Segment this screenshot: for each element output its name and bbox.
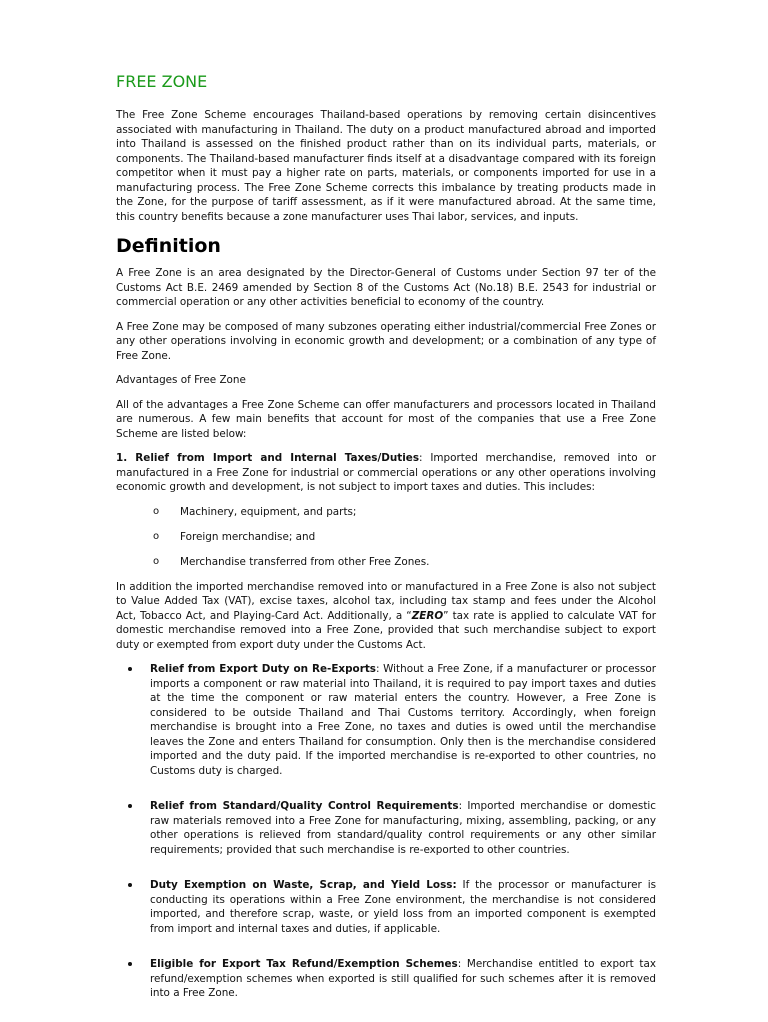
bullet-icon	[128, 883, 132, 887]
list-item	[116, 530, 656, 544]
benefit-title: Relief from Standard/Quality Control Requirements	[150, 800, 459, 812]
list-item-text: Machinery, equipment, and parts;	[180, 505, 357, 518]
list-item-text: Foreign merchandise; and	[180, 530, 316, 543]
benefit-title: Duty Exemption on Waste, Scrap, and Yield Loss:	[150, 879, 457, 891]
benefit-text: : Without a Free Zone, if a manufacturer or processor imports a component or raw material into Thailand, it is required to pay import taxes and duties at the time the component or raw material enters the country. However, a Free Zone is considered to be outside Thailand and Thai Customs territory. Accordingly, when foreign merchandise is brought into a Free Zone, no taxes and duties is owed until the merchandise leaves the Zone and enters Thailand for consumption. Only then is the merchandise considered imported and the duty paid. If the imported merchandise is re-exported to other countries, no Customs duty is charged.	[150, 663, 656, 777]
bullet-icon	[128, 804, 132, 808]
benefit-title: Relief from Export Duty on Re-Exports	[150, 663, 376, 675]
benefit-text: If the processor or manufacturer is conducting its operations within a Free Zone environment, the merchandise is not considered imported, and therefore scrap, waste, or yield loss from an imported component is exempted from import and internal taxes and duties, if applicable.	[150, 879, 656, 935]
list-marker: o	[153, 505, 160, 517]
benefits-list	[116, 662, 656, 1001]
bullet-icon	[128, 667, 132, 671]
definition-heading: Definition	[116, 235, 221, 257]
benefit-item	[116, 662, 656, 778]
zero-rate-term: ZERO	[411, 609, 444, 622]
benefit-item	[116, 878, 656, 936]
benefit-title: Eligible for Export Tax Refund/Exemption Schemes	[150, 958, 458, 970]
advantages-label: Advantages of Free Zone	[116, 374, 246, 386]
list-item-text: Merchandise transferred from other Free Zones.	[180, 555, 430, 568]
document-content	[116, 72, 656, 1022]
intro-paragraph: The Free Zone Scheme encourages Thailand-based operations by removing certain disincentives associated with manufacturing in Thailand. The duty on a product manufactured abroad and imported into Thailand is assessed on the finished product rather than on its individual parts, materials, or components. The Thailand-based manufacturer finds itself at a disadvantage compared with its foreign competitor when it must pay a higher rate on parts, materials, or components imported for use in a manufacturing process. The Free Zone Scheme corrects this imbalance by treating products made in the Zone, for the purpose of tariff assessment, as if it were manufactured abroad. At the same time, this country benefits because a zone manufacturer uses Thai labor, services, and inputs.	[116, 109, 656, 223]
benefit-text: : Merchandise entitled to export tax refund/exemption schemes when exported is still qualified for such schemes after it is removed into a Free Zone.	[150, 958, 656, 999]
benefit-item	[116, 799, 656, 857]
definition-paragraph-2: A Free Zone may be composed of many subzones operating either industrial/commercial Free Zones or any other operations involving in economic growth and development; or a combination of any type of Free Zone.	[116, 320, 656, 362]
list-marker: o	[153, 555, 160, 567]
page-title: FREE ZONE	[116, 72, 208, 91]
benefit-text: : Imported merchandise or domestic raw materials removed into a Free Zone for manufacturing, mixing, assembling, packing, or any other operations is relieved from standard/quality control requirements or any other similar requirements; provided that such merchandise is re-exported to other countries.	[150, 800, 656, 856]
list-item	[116, 555, 656, 569]
relief-import-title: 1. Relief from Import and Internal Taxes/Duties	[116, 452, 420, 464]
relief-import-paragraph	[116, 451, 656, 495]
relief-import-text: : Imported merchandise, removed into or manufactured in a Free Zone for industrial or commercial operations or any other operations involving economic growth and development, is not subject to import taxes and duties. This includes:	[116, 452, 656, 493]
vat-text-after: ” tax rate is applied to calculate VAT for domestic merchandise removed into a Free Zone, provided that such merchandise subject to export duty or exempted from export duty under the Customs Act.	[116, 609, 657, 651]
exempt-items-list	[116, 505, 656, 569]
advantages-intro: All of the advantages a Free Zone Scheme can offer manufacturers and processors located in Thailand are numerous. A few main benefits that account for most of the companies that use a Free Zone Scheme are listed below:	[116, 398, 656, 440]
list-item	[116, 505, 656, 519]
vat-paragraph	[116, 580, 656, 653]
list-marker: o	[153, 530, 160, 542]
definition-paragraph-1: A Free Zone is an area designated by the Director-General of Customs under Section 97 ter of the Customs Act B.E. 2469 amended by Section 8 of the Customs Act (No.18) B.E. 2543 for industrial or commercial operation or any other activities beneficial to economy of the country.	[116, 267, 656, 308]
bullet-icon	[128, 962, 132, 966]
vat-text-before: In addition the imported merchandise removed into or manufactured in a Free Zone is also not subject to Value Added Tax (VAT), excise taxes, alcohol tax, including tax stamp and fees under the Alcohol Act, Tobacco Act, and Playing-Card Act. Additionally, a “	[116, 580, 656, 622]
